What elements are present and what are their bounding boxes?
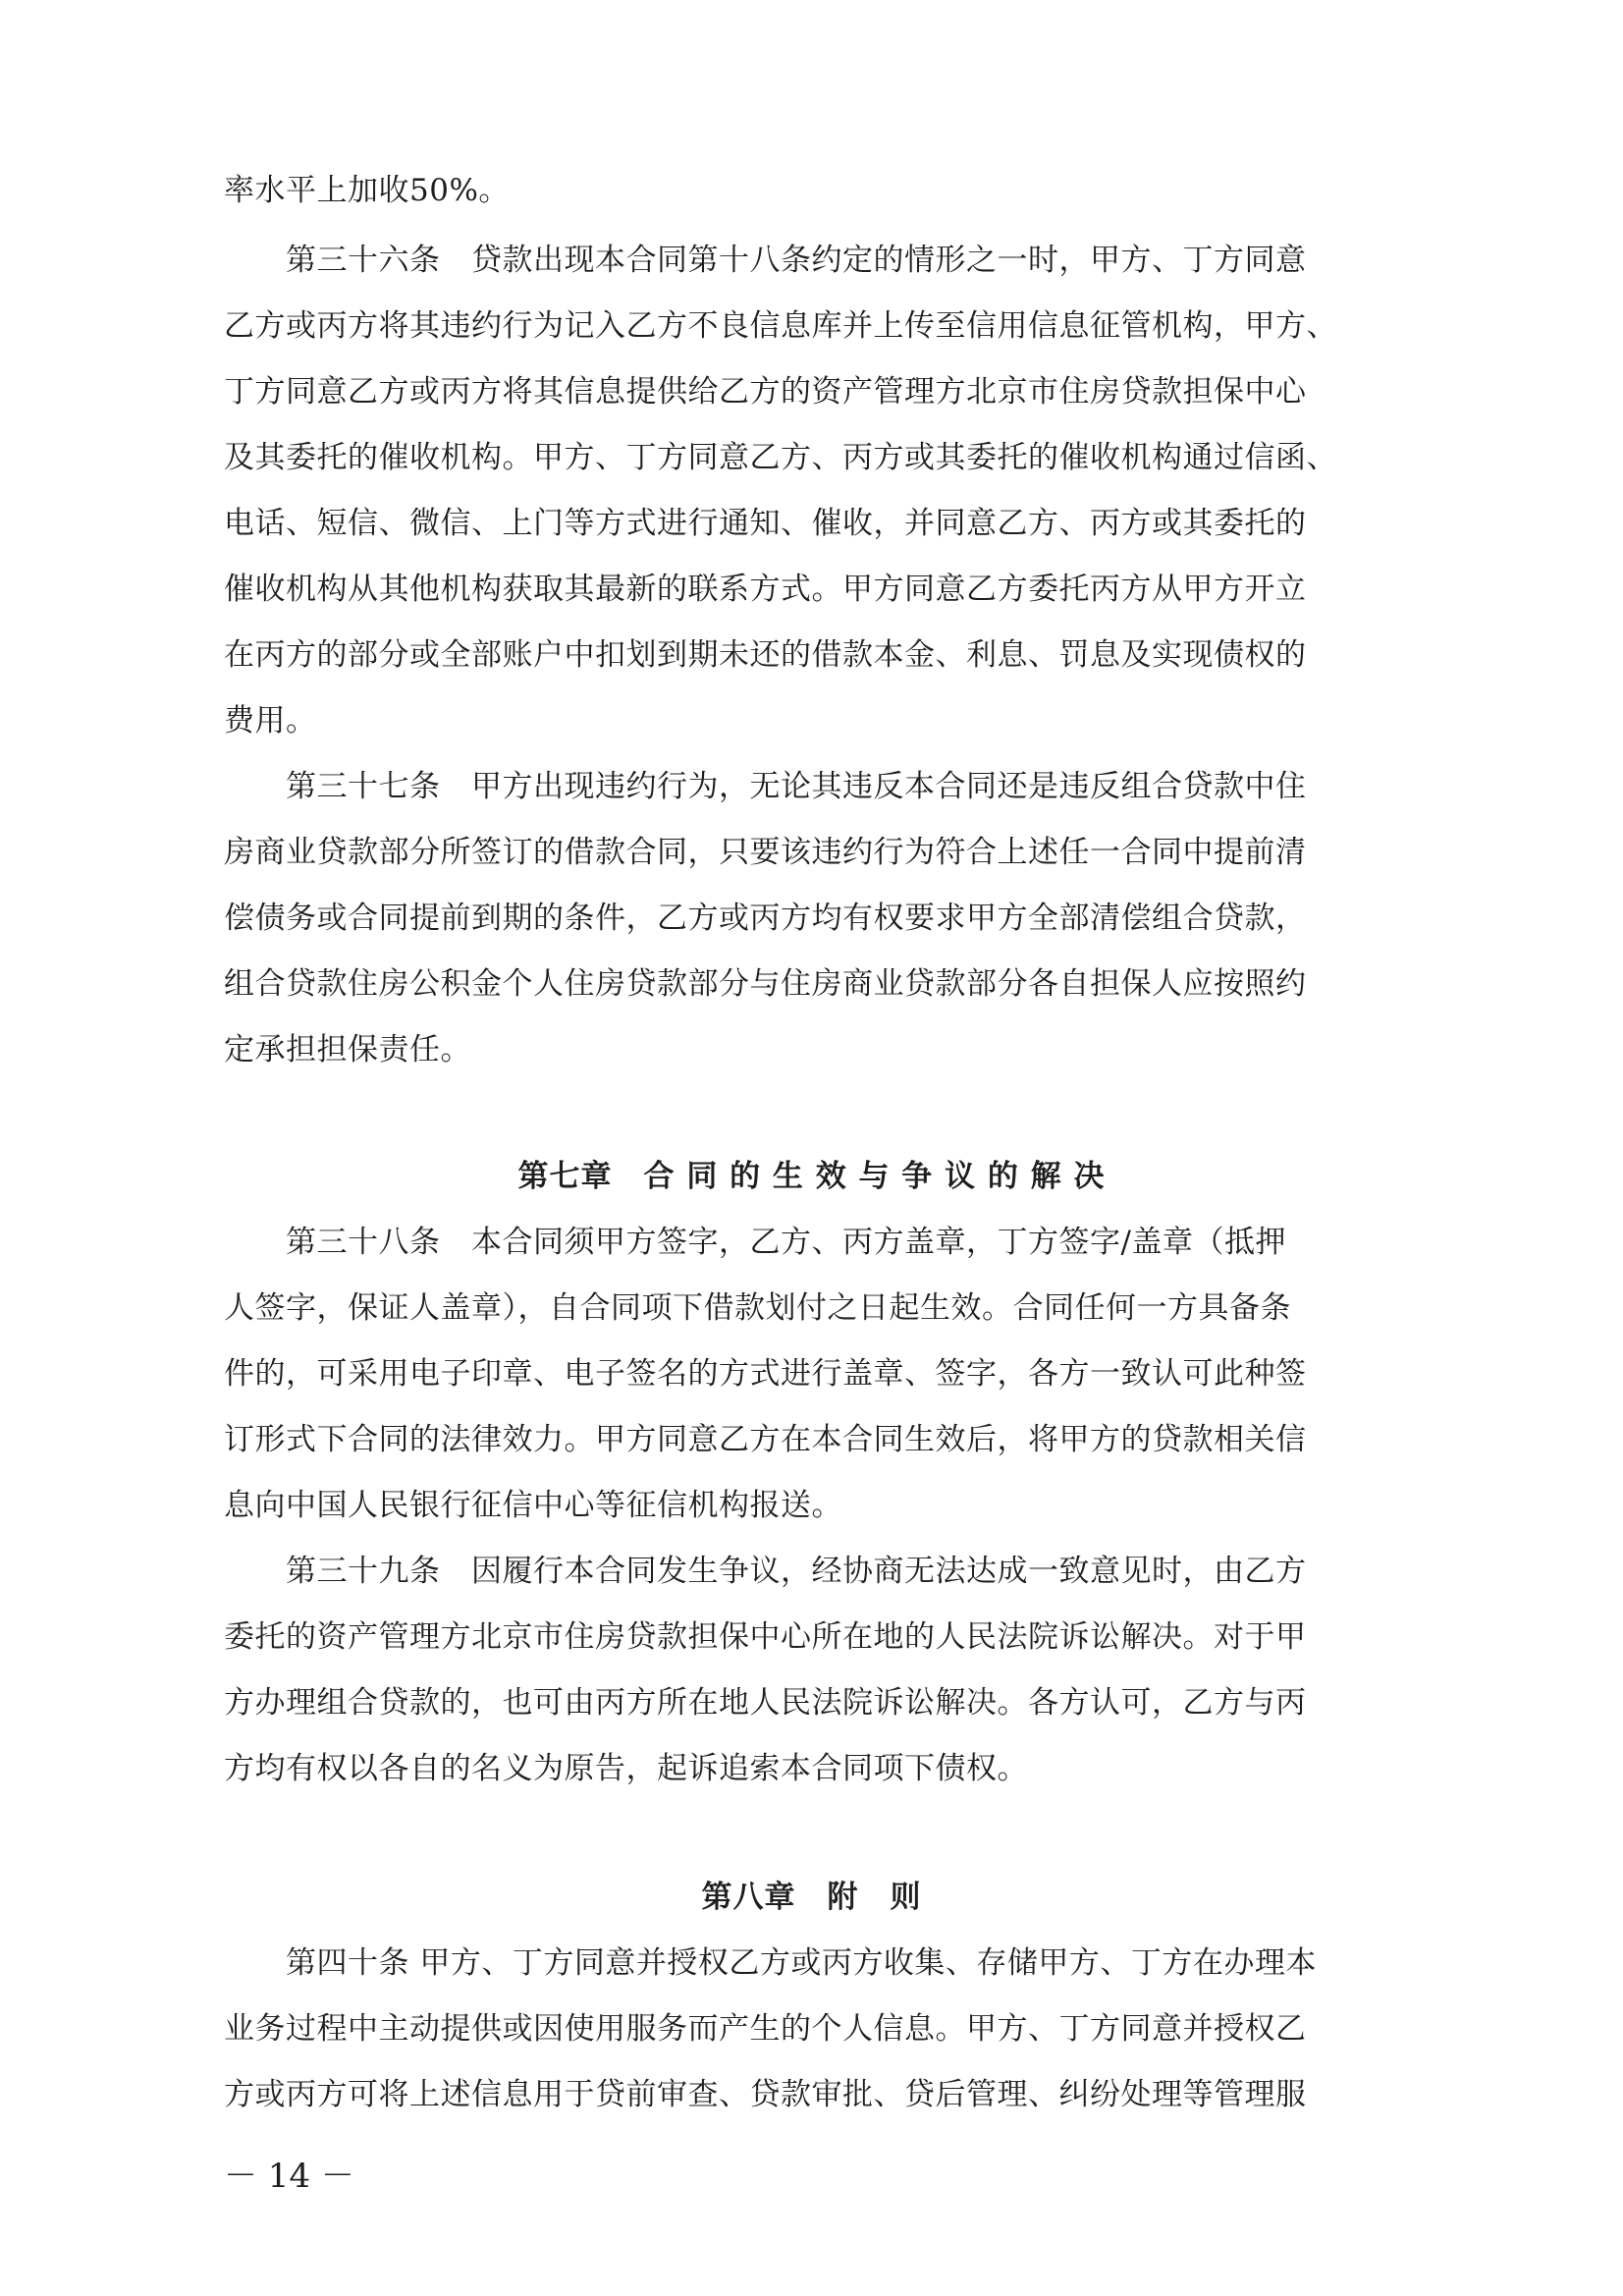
chapter-heading: 第八章 附 则 [701,1880,922,1915]
text-line: 订形式下合同的法律效力。甲方同意乙方在本合同生效后，将甲方的贷款相关信 [224,1422,1307,1457]
text-line: 乙方或丙方将其违约行为记入乙方不良信息库并上传至信用信息征管机构，甲方、 [224,308,1337,344]
text-line: 电话、短信、微信、上门等方式进行通知、催收，并同意乙方、丙方或其委托的 [224,506,1307,541]
text-line: 件的，可采用电子印章、电子签名的方式进行盖章、签字，各方一致认可此种签 [224,1356,1307,1392]
text-line: 方或丙方可将上述信息用于贷前审查、贷款审批、贷后管理、纠纷处理等管理服 [224,2077,1307,2112]
text-line: 偿债务或合同提前到期的条件，乙方或丙方均有权要求甲方全部清偿组合贷款， [224,901,1307,936]
page-number: － 14 － [224,2157,354,2196]
text-line: 业务过程中主动提供或因使用服务而产生的个人信息。甲方、丁方同意并授权乙 [224,2011,1307,2047]
text-line: 组合贷款住房公积金个人住房贷款部分与住房商业贷款部分各自担保人应按照约 [224,966,1307,1002]
text-line: 第三十六条 贷款出现本合同第十八条约定的情形之一时，甲方、丁方同意 [224,243,1307,278]
text-line: 房商业贷款部分所签订的借款合同，只要该违约行为符合上述任一合同中提前清 [224,835,1307,870]
text-line: 费用。 [224,703,317,738]
text-line: 丁方同意乙方或丙方将其信息提供给乙方的资产管理方北京市住房贷款担保中心 [224,374,1307,410]
text-line: 催收机构从其他机构获取其最新的联系方式。甲方同意乙方委托丙方从甲方开立 [224,572,1307,607]
text-line: 定承担担保责任。 [224,1032,471,1067]
text-line: 率水平上加收50%。 [224,173,510,208]
text-line: 方均有权以各自的名义为原告，起诉追索本合同项下债权。 [224,1751,1028,1786]
text-line: 第三十九条 因履行本合同发生争议，经协商无法达成一致意见时，由乙方 [224,1554,1307,1589]
text-line: 息向中国人民银行征信中心等征信机构报送。 [224,1488,842,1523]
text-line: 在丙方的部分或全部账户中扣划到期未还的借款本金、利息、罚息及实现债权的 [224,637,1307,673]
text-line: 第三十八条 本合同须甲方签字，乙方、丙方盖章，丁方签字/盖章（抵押 [224,1225,1286,1260]
text-line: 委托的资产管理方北京市住房贷款担保中心所在地的人民法院诉讼解决。对于甲 [224,1619,1307,1655]
text-line: 及其委托的催收机构。甲方、丁方同意乙方、丙方或其委托的催收机构通过信函、 [224,440,1337,475]
text-line: 第四十条 甲方、丁方同意并授权乙方或丙方收集、存储甲方、丁方在办理本 [224,1945,1317,1981]
text-line: 第三十七条 甲方出现违约行为，无论其违反本合同还是违反组合贷款中住 [224,769,1307,804]
chapter-heading: 第七章 合 同 的 生 效 与 争 议 的 解 决 [517,1159,1106,1194]
text-line: 方办理组合贷款的，也可由丙方所在地人民法院诉讼解决。各方认可，乙方与丙 [224,1685,1307,1721]
text-line: 人签字，保证人盖章），自合同项下借款划付之日起生效。合同任何一方具备条 [224,1290,1291,1326]
